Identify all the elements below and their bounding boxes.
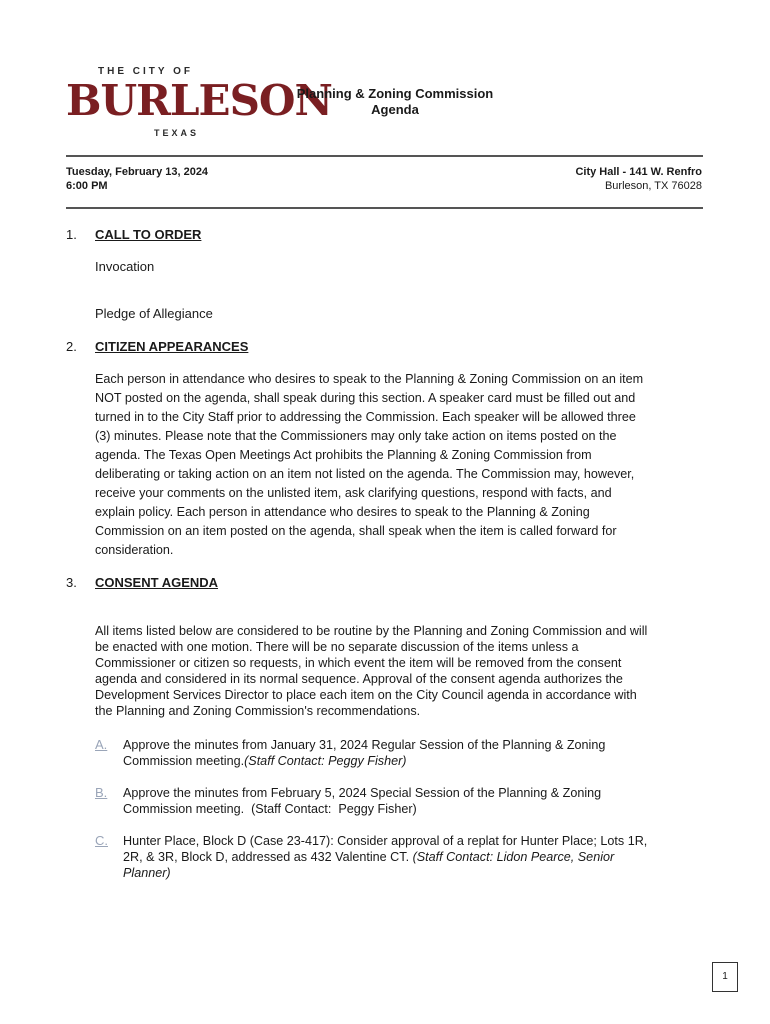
staff-contact: (Staff Contact: Lidon Pearce, Senior	[412, 850, 615, 864]
divider-top	[66, 155, 703, 157]
para-line: consideration.	[95, 543, 174, 557]
para-line: All items listed below are considered to be routine by the Planning and Zoning Commission and will	[95, 624, 648, 638]
item-link-c[interactable]: C.	[95, 833, 108, 848]
item-line	[123, 849, 703, 865]
meeting-datetime	[66, 165, 208, 193]
para-line: explain policy. Each person in attendance who desires to speak to the Planning & Zoning	[95, 505, 590, 519]
city-logo	[66, 66, 332, 142]
para-line: (3) minutes. Please note that the Commissioners may only take action on items posted on the	[95, 429, 617, 443]
item-link-a[interactable]: A.	[95, 737, 108, 752]
item-line: Approve the minutes from February 5, 2024 Special Session of the Planning & Zoning	[123, 786, 602, 800]
para-line: NOT posted on the agenda, shall speak during this section. A speaker card must be filled out and	[95, 391, 636, 405]
item-line	[123, 865, 703, 881]
consent-item-b	[123, 785, 703, 817]
item-line: Hunter Place, Block D (Case 23-417): Consider approval of a replat for Hunter Place; Lots 1R,	[123, 834, 648, 848]
section-number: 2.	[66, 339, 77, 354]
consent-agenda-text	[95, 623, 702, 719]
staff-contact: Planner)	[123, 866, 171, 880]
meeting-date: Tuesday, February 13, 2024	[66, 166, 209, 178]
para-line: the Planning and Zoning Commission's recommendations.	[95, 704, 421, 718]
para-line: Each person in attendance who desires to speak to the Planning & Zoning Commission on an item	[95, 372, 644, 386]
item-line: Commission meeting. (Staff Contact: Peggy Fisher)	[123, 802, 417, 816]
para-line: be enacted with one motion. There will be no separate discussion of the items unless a	[95, 640, 579, 654]
para-line: Commissioner or citizen so requests, in which event the item will be removed from the consent	[95, 656, 622, 670]
citizen-appearances-text	[95, 370, 705, 560]
item-text-plain: 2R, & 3R, Block D, addressed as 432 Valentine CT.	[123, 850, 413, 864]
location-city: Burleson, TX 76028	[604, 180, 702, 192]
page-title	[270, 86, 520, 118]
para-line: deliberating or taking action on an item not listed on the agenda. The Commission may, however,	[95, 467, 635, 481]
title-line-2: Agenda	[371, 102, 419, 117]
consent-item-c	[123, 833, 703, 881]
para-line: turned in to the City Staff prior to addressing the Commission. Each speaker will be allowed three	[95, 410, 636, 424]
meeting-location	[575, 165, 702, 193]
logo-top-text: THE CITY OF	[98, 66, 194, 77]
meeting-time: 6:00 PM	[66, 180, 108, 192]
para-line: agenda and considered in its normal sequence. Approval of the consent agenda authorizes the	[95, 672, 623, 686]
invocation-item: Invocation	[95, 259, 155, 274]
section-number: 1.	[66, 227, 77, 242]
title-line-1: Planning & Zoning Commission	[296, 86, 494, 101]
item-line: Approve the minutes from January 31, 2024 Regular Session of the Planning & Zoning	[123, 738, 606, 752]
section-title-citizen-appearances: CITIZEN APPEARANCES	[95, 339, 249, 354]
item-link-b[interactable]: B.	[95, 785, 108, 800]
para-line: receive your comments on the unlisted item, ask clarifying questions, respond with facts, and	[95, 486, 612, 500]
section-title-consent-agenda: CONSENT AGENDA	[95, 575, 219, 590]
logo-city-name: BURLESON	[66, 76, 332, 125]
consent-item-a	[123, 737, 703, 769]
staff-contact: (Staff Contact: Peggy Fisher)	[244, 754, 407, 768]
pledge-item: Pledge of Allegiance	[95, 306, 213, 321]
logo-bottom-text: TEXAS	[154, 128, 200, 138]
location-address: City Hall - 141 W. Renfro	[575, 166, 702, 178]
para-line: agenda. The Texas Open Meetings Act prohibits the Planning & Zoning Commission from	[95, 448, 592, 462]
divider-bottom	[66, 207, 703, 209]
para-line: Commission on an item posted on the agenda, shall speak when the item is called forward for	[95, 524, 617, 538]
item-text-plain: Commission meeting.	[123, 754, 245, 768]
page-number: 1	[712, 962, 738, 992]
para-line: Development Services Director to place each item on the City Council agenda in accordance with	[95, 688, 637, 702]
section-title-call-to-order: CALL TO ORDER	[95, 227, 202, 242]
item-line	[123, 753, 703, 769]
section-number: 3.	[66, 575, 77, 590]
